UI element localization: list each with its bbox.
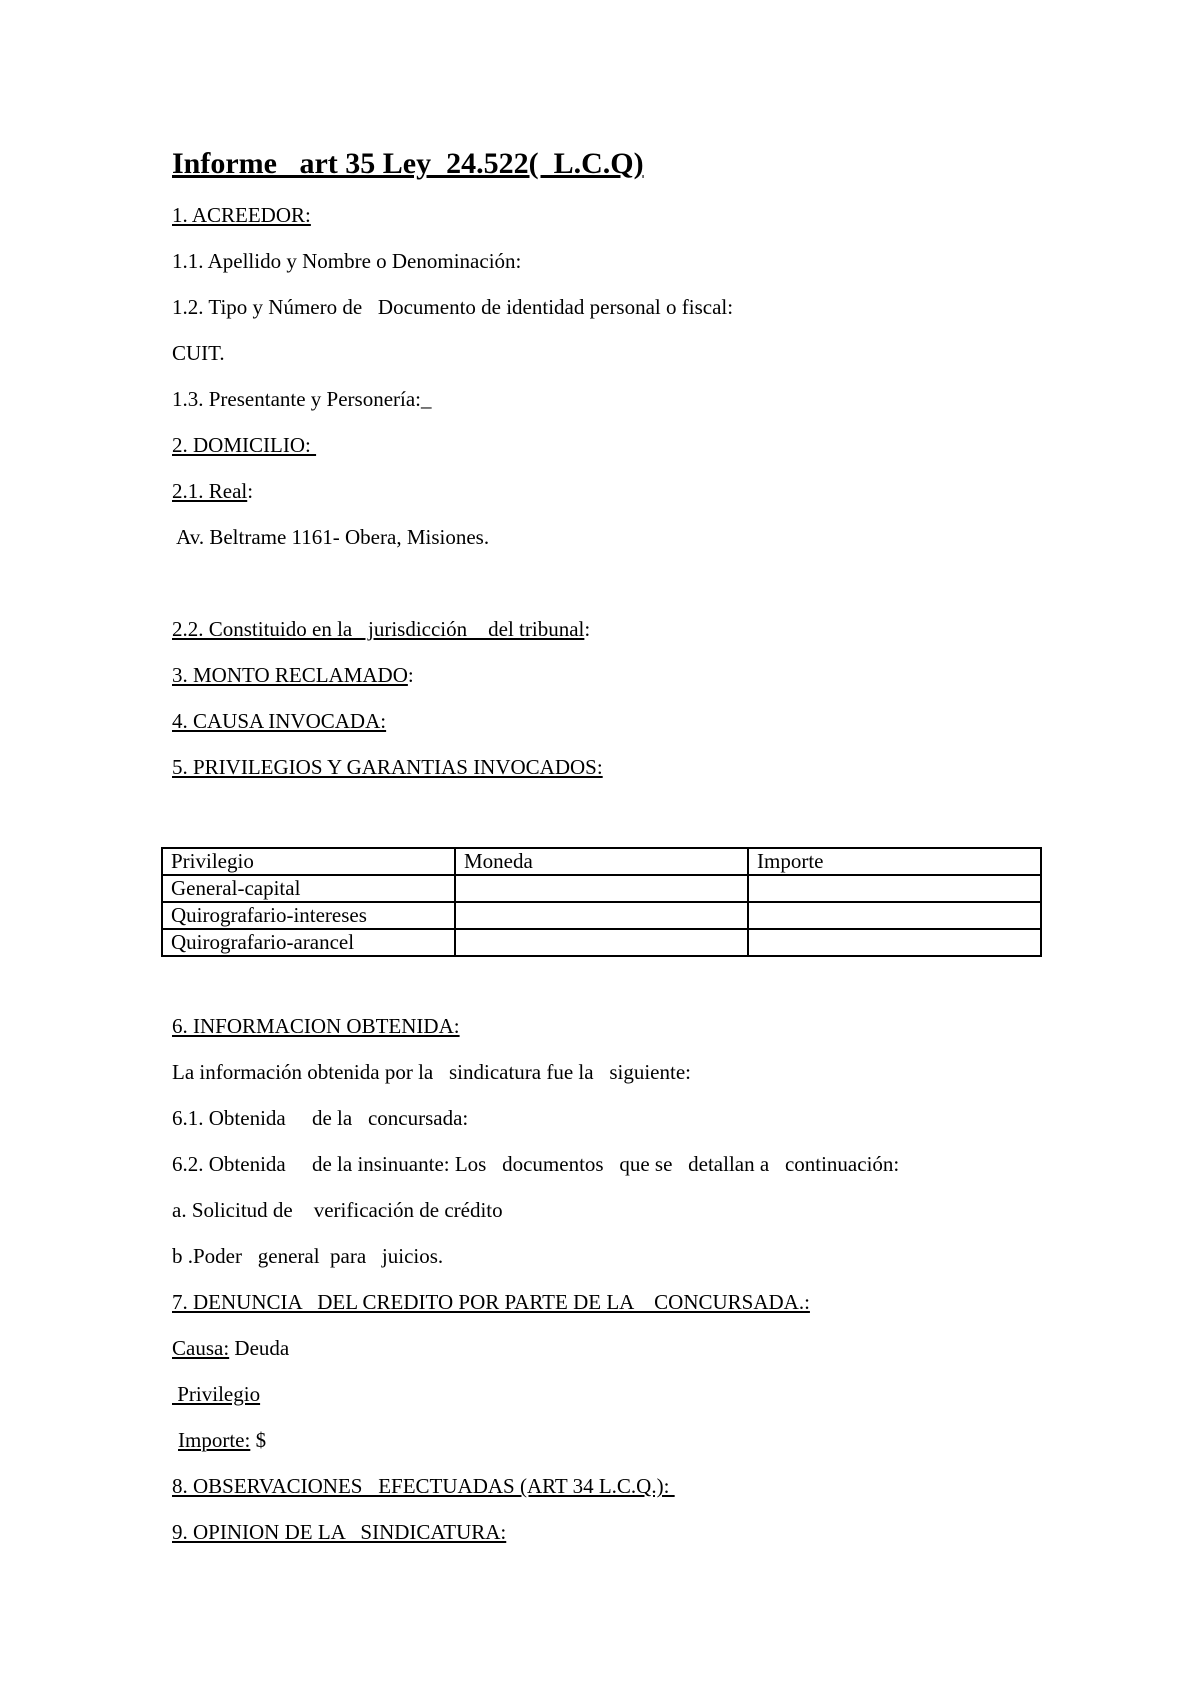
section-3-label: 3. MONTO RECLAMADO — [172, 663, 408, 687]
address-text: Av. Beltrame 1161- Obera, Misiones. — [172, 525, 490, 549]
field-privilegio: Privilegio — [172, 1382, 261, 1406]
field-presentante: 1.3. Presentante y Personería:_ — [172, 387, 432, 411]
section-6-heading: 6. INFORMACION OBTENIDA: — [172, 1014, 460, 1038]
info-intro: La información obtenida por la sindicatura fue la siguiente: — [172, 1060, 691, 1084]
field-importe-value: $ — [250, 1428, 267, 1452]
field-constituido-colon: : — [584, 617, 591, 641]
field-apellido-nombre: 1.1. Apellido y Nombre o Denominación: — [172, 249, 522, 273]
table-cell: Quirografario-intereses — [162, 902, 455, 929]
section-3-heading — [172, 662, 414, 688]
table-cell — [455, 902, 748, 929]
section-3-colon: : — [407, 663, 414, 687]
table-row — [162, 875, 1041, 902]
field-causa-label: Causa: — [172, 1336, 230, 1360]
table-row — [162, 929, 1041, 956]
field-real — [172, 478, 253, 504]
table-header-cell: Moneda — [455, 848, 748, 875]
field-obtenida-insinuante: 6.2. Obtenida de la insinuante: Los documentos que se detallan a continuación: — [172, 1152, 900, 1176]
section-5-heading: 5. PRIVILEGIOS Y GARANTIAS INVOCADOS: — [172, 755, 603, 779]
section-1-heading: 1. ACREEDOR: — [172, 203, 311, 227]
field-real-colon: : — [247, 479, 254, 503]
field-tipo-documento: 1.2. Tipo y Número de Documento de identidad personal o fiscal: — [172, 295, 734, 319]
document-title: Informe art 35 Ley 24.522( L.C.Q) — [172, 147, 644, 180]
table-cell — [748, 902, 1041, 929]
table-cell — [455, 929, 748, 956]
field-real-label: 2.1. Real — [172, 479, 248, 503]
field-importe — [178, 1427, 266, 1453]
table-row — [162, 902, 1041, 929]
list-item-solicitud: a. Solicitud de verificación de crédito — [172, 1198, 503, 1222]
field-obtenida-concursada: 6.1. Obtenida de la concursada: — [172, 1106, 469, 1130]
table-cell: General-capital — [162, 875, 455, 902]
table-header-row — [162, 848, 1041, 875]
field-causa — [172, 1335, 289, 1361]
field-importe-label: Importe: — [178, 1428, 251, 1452]
section-7-heading: 7. DENUNCIA DEL CREDITO POR PARTE DE LA CONCURSADA.: — [172, 1290, 810, 1314]
field-cuit: CUIT. — [172, 341, 225, 365]
privileges-table — [161, 847, 1042, 957]
table-cell — [748, 929, 1041, 956]
table-header-cell: Privilegio — [162, 848, 455, 875]
field-constituido-label: 2.2. Constituido en la jurisdicción del tribunal — [172, 617, 585, 641]
section-8-heading: 8. OBSERVACIONES EFECTUADAS (ART 34 L.C.Q.): — [172, 1474, 675, 1498]
table-header-cell: Importe — [748, 848, 1041, 875]
field-constituido — [172, 616, 590, 642]
list-item-poder: b .Poder general para juicios. — [172, 1244, 444, 1268]
table-cell — [455, 875, 748, 902]
section-9-heading: 9. OPINION DE LA SINDICATURA: — [172, 1520, 507, 1544]
section-4-heading: 4. CAUSA INVOCADA: — [172, 709, 387, 733]
table-cell — [748, 875, 1041, 902]
section-2-heading: 2. DOMICILIO: — [172, 433, 317, 457]
table-cell: Quirografario-arancel — [162, 929, 455, 956]
field-causa-value: Deuda — [229, 1336, 290, 1360]
